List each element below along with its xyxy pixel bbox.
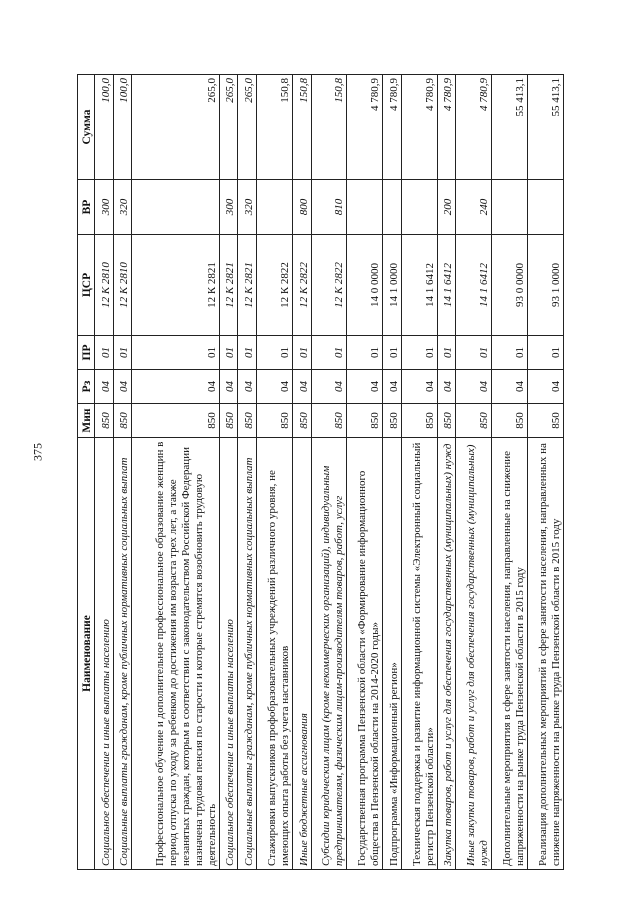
cell-pr: 01 xyxy=(132,336,220,370)
cell-pr: 01 xyxy=(437,336,456,370)
cell-sum: 265,0 xyxy=(219,75,238,180)
cell-rz: 04 xyxy=(311,370,347,404)
cell-name: Социальные выплаты гражданам, кроме публичных нормативных социальных выплат xyxy=(113,438,132,870)
cell-sum: 150,8 xyxy=(292,75,311,180)
table-row xyxy=(528,75,564,870)
cell-vr: 300 xyxy=(219,180,238,235)
cell-rz: 04 xyxy=(456,370,492,404)
page-number: 375 xyxy=(30,443,45,461)
cell-rz: 04 xyxy=(257,370,293,404)
cell-csr: 14 1 0000 xyxy=(383,235,402,336)
table-row xyxy=(95,75,114,870)
cell-rz: 04 xyxy=(401,370,437,404)
cell-sum: 150,8 xyxy=(311,75,347,180)
cell-min: 850 xyxy=(437,404,456,438)
cell-vr xyxy=(132,180,220,235)
cell-rz: 04 xyxy=(113,370,132,404)
cell-vr: 810 xyxy=(311,180,347,235)
cell-rz: 04 xyxy=(383,370,402,404)
cell-pr: 01 xyxy=(292,336,311,370)
cell-name: Стажировки выпускников профобразовательных учреждений различного уровня, не имеющих опыта работы без учета наставников xyxy=(257,438,293,870)
cell-name: Иные бюджетные ассигнования xyxy=(292,438,311,870)
cell-csr: 12 К 2822 xyxy=(292,235,311,336)
cell-pr: 01 xyxy=(456,336,492,370)
header-name: Наименование xyxy=(78,438,95,870)
cell-pr: 01 xyxy=(95,336,114,370)
cell-sum: 100,0 xyxy=(113,75,132,180)
cell-name: Субсидии юридическим лицам (кроме некоммерческих организаций), индивидуальным предпринимателям, физическим лицам-производителям товаров, работ, услуг xyxy=(311,438,347,870)
cell-pr: 01 xyxy=(492,336,528,370)
cell-vr: 800 xyxy=(292,180,311,235)
cell-csr: 12 К 2821 xyxy=(219,235,238,336)
cell-name: Иные закупки товаров, работ и услуг для обеспечения государственных (муниципальных) нужд xyxy=(456,438,492,870)
cell-name: Техническая поддержка и развитие информационной системы «Электронный социальный регистр Пензенской области» xyxy=(401,438,437,870)
cell-pr: 01 xyxy=(383,336,402,370)
table-row xyxy=(383,75,402,870)
cell-min: 850 xyxy=(401,404,437,438)
cell-sum: 150,8 xyxy=(257,75,293,180)
cell-name: Социальные выплаты гражданам, кроме публичных нормативных социальных выплат xyxy=(238,438,257,870)
cell-csr: 12 К 2810 xyxy=(95,235,114,336)
cell-sum: 4 780,9 xyxy=(401,75,437,180)
header-min: Мин xyxy=(78,404,95,438)
cell-name: Дополнительные мероприятия в сфере занятости населения, направленные на снижение напряженности на рынке труда Пензенской области в 2015 году xyxy=(492,438,528,870)
table-row xyxy=(437,75,456,870)
cell-csr: 93 0 0000 xyxy=(492,235,528,336)
cell-min: 850 xyxy=(113,404,132,438)
cell-name: Социальное обеспечение и иные выплаты населению xyxy=(95,438,114,870)
cell-pr: 01 xyxy=(311,336,347,370)
cell-sum: 4 780,9 xyxy=(456,75,492,180)
cell-min: 850 xyxy=(219,404,238,438)
cell-pr: 01 xyxy=(401,336,437,370)
cell-sum: 55 413,1 xyxy=(528,75,564,180)
cell-vr xyxy=(347,180,383,235)
table-row xyxy=(401,75,437,870)
budget-table xyxy=(77,74,564,870)
table-row xyxy=(238,75,257,870)
cell-pr: 01 xyxy=(219,336,238,370)
cell-csr: 14 0 0000 xyxy=(347,235,383,336)
table-header-row xyxy=(78,75,95,870)
cell-vr xyxy=(492,180,528,235)
cell-name: Закупка товаров, работ и услуг для обеспечения государственных (муниципальных) нужд xyxy=(437,438,456,870)
table-row xyxy=(219,75,238,870)
table-row xyxy=(132,75,220,870)
cell-vr xyxy=(401,180,437,235)
header-pr: ПР xyxy=(78,336,95,370)
table-row xyxy=(311,75,347,870)
cell-min: 850 xyxy=(528,404,564,438)
cell-csr: 14 1 6412 xyxy=(437,235,456,336)
table-row xyxy=(347,75,383,870)
cell-rz: 04 xyxy=(347,370,383,404)
cell-name: Социальное обеспечение и иные выплаты населению xyxy=(219,438,238,870)
cell-sum: 265,0 xyxy=(132,75,220,180)
cell-rz: 04 xyxy=(238,370,257,404)
cell-rz: 04 xyxy=(492,370,528,404)
cell-sum: 55 413,1 xyxy=(492,75,528,180)
cell-min: 850 xyxy=(95,404,114,438)
cell-rz: 04 xyxy=(292,370,311,404)
table-row xyxy=(492,75,528,870)
table-row xyxy=(456,75,492,870)
cell-rz: 04 xyxy=(219,370,238,404)
cell-rz: 04 xyxy=(528,370,564,404)
cell-csr: 12 К 2822 xyxy=(311,235,347,336)
cell-vr: 320 xyxy=(238,180,257,235)
cell-pr: 01 xyxy=(238,336,257,370)
cell-rz: 04 xyxy=(95,370,114,404)
cell-vr: 200 xyxy=(437,180,456,235)
cell-sum: 265,0 xyxy=(238,75,257,180)
cell-sum: 100,0 xyxy=(95,75,114,180)
cell-csr: 12 К 2822 xyxy=(257,235,293,336)
cell-min: 850 xyxy=(257,404,293,438)
cell-vr xyxy=(257,180,293,235)
cell-min: 850 xyxy=(347,404,383,438)
cell-vr xyxy=(383,180,402,235)
cell-min: 850 xyxy=(311,404,347,438)
rotated-table-container xyxy=(77,75,564,870)
cell-rz: 04 xyxy=(132,370,220,404)
cell-vr: 300 xyxy=(95,180,114,235)
cell-pr: 01 xyxy=(257,336,293,370)
cell-pr: 01 xyxy=(528,336,564,370)
cell-name: Профессиональное обучение и дополнительное профессиональное образование женщин в период отпуска по уходу за ребенком до достижения им возраста трех лет, а также незанятых граждан, которым в соответствии с законодательством Российской Федерации назначена трудовая пенсия по старости и которые стремятся возобновить трудовую деятельность xyxy=(132,438,220,870)
cell-csr: 14 1 6412 xyxy=(456,235,492,336)
cell-csr: 14 1 6412 xyxy=(401,235,437,336)
cell-vr: 320 xyxy=(113,180,132,235)
cell-min: 850 xyxy=(238,404,257,438)
header-csr: ЦСР xyxy=(78,235,95,336)
cell-pr: 01 xyxy=(113,336,132,370)
cell-rz: 04 xyxy=(437,370,456,404)
cell-vr xyxy=(528,180,564,235)
cell-min: 850 xyxy=(383,404,402,438)
cell-sum: 4 780,9 xyxy=(383,75,402,180)
cell-csr: 12 К 2810 xyxy=(113,235,132,336)
cell-vr: 240 xyxy=(456,180,492,235)
cell-pr: 01 xyxy=(347,336,383,370)
table-row xyxy=(113,75,132,870)
cell-name: Государственная программа Пензенской области «Формирование информационного общества в Пензенской области на 2014-2020 годы» xyxy=(347,438,383,870)
table-row xyxy=(292,75,311,870)
cell-sum: 4 780,9 xyxy=(437,75,456,180)
header-sum: Сумма xyxy=(78,75,95,180)
cell-min: 850 xyxy=(456,404,492,438)
cell-sum: 4 780,9 xyxy=(347,75,383,180)
cell-min: 850 xyxy=(492,404,528,438)
cell-csr: 93 1 0000 xyxy=(528,235,564,336)
table-row xyxy=(257,75,293,870)
cell-min: 850 xyxy=(292,404,311,438)
cell-name: Реализация дополнительных мероприятий в сфере занятости населения, направленных на снижение напряженности на рынке труда Пензенской области в 2015 году xyxy=(528,438,564,870)
cell-csr: 12 К 2821 xyxy=(238,235,257,336)
table-body xyxy=(95,75,564,870)
cell-csr: 12 К 2821 xyxy=(132,235,220,336)
header-vr: ВР xyxy=(78,180,95,235)
cell-name: Подпрограмма «Информационный регион» xyxy=(383,438,402,870)
header-rz: Рз xyxy=(78,370,95,404)
cell-min: 850 xyxy=(132,404,220,438)
